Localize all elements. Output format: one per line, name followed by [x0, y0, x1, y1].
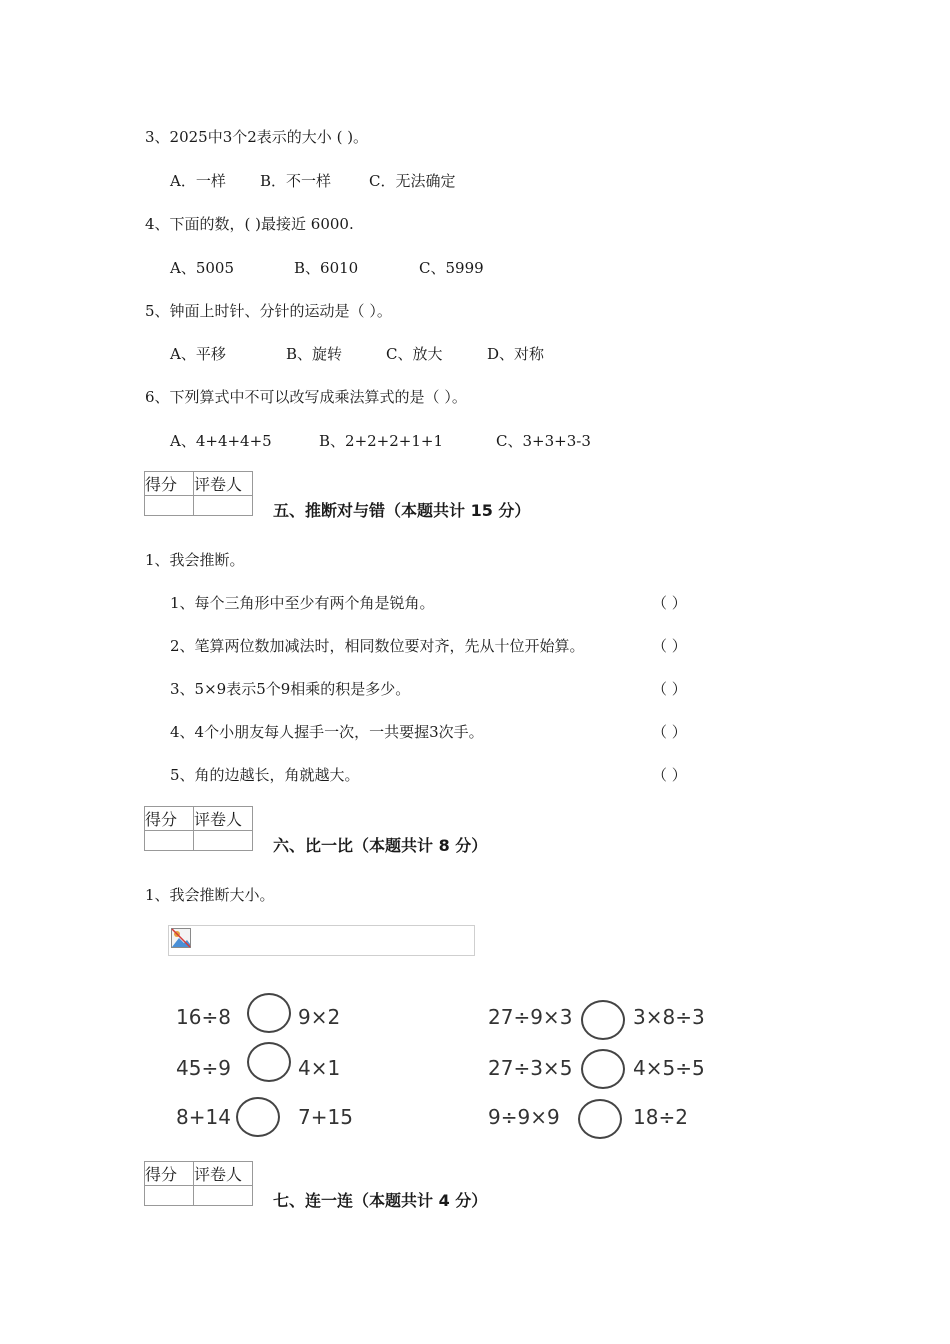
answer-paren-5[interactable]: （ ）: [652, 766, 687, 784]
q6-option-a: A、4+4+4+5: [170, 432, 272, 450]
question-5: 5、钟面上时针、分针的运动是（ ）。: [145, 302, 392, 320]
compare-circle[interactable]: [236, 1097, 280, 1137]
reviewer-label: 评卷人: [194, 472, 253, 496]
section-7-title: 七、连一连（本题共计 4 分）: [273, 1191, 488, 1210]
section-5-intro: 1、我会推断。: [145, 551, 245, 569]
compare-circle[interactable]: [581, 1000, 625, 1040]
compare-right-3-b: 18÷2: [633, 1105, 688, 1129]
answer-paren-4[interactable]: （ ）: [652, 723, 687, 741]
compare-circle[interactable]: [247, 1042, 291, 1082]
compare-right-2-a: 27÷3×5: [488, 1056, 573, 1080]
reviewer-label: 评卷人: [194, 807, 253, 831]
compare-circle[interactable]: [581, 1049, 625, 1089]
compare-left-3-a: 8+14: [176, 1105, 231, 1129]
compare-right-2-b: 4×5÷5: [633, 1056, 705, 1080]
q4-option-b: B、6010: [294, 259, 359, 277]
compare-left-1-a: 16÷8: [176, 1005, 231, 1029]
section-6-title: 六、比一比（本题共计 8 分）: [273, 836, 488, 855]
score-cell[interactable]: [145, 831, 194, 851]
score-label: 得分: [145, 807, 194, 831]
judge-item-3: 3、5×9表示5个9相乘的积是多少。: [170, 680, 411, 698]
q5-option-d: D、对称: [487, 345, 545, 363]
broken-image-icon: [171, 928, 191, 948]
broken-image-placeholder: [168, 925, 475, 956]
answer-paren-1[interactable]: （ ）: [652, 594, 687, 612]
compare-right-1-a: 27÷9×3: [488, 1005, 573, 1029]
answer-paren-2[interactable]: （ ）: [652, 637, 687, 655]
compare-left-3-b: 7+15: [298, 1105, 353, 1129]
score-box-7: [144, 1161, 253, 1206]
question-3: 3、2025中3个2表示的大小 ( )。: [145, 128, 369, 146]
answer-paren-3[interactable]: （ ）: [652, 680, 687, 698]
q5-option-a: A、平移: [170, 345, 226, 363]
reviewer-label: 评卷人: [194, 1162, 253, 1186]
compare-circle[interactable]: [578, 1099, 622, 1139]
q4-option-c: C、5999: [419, 259, 484, 277]
section-6-intro: 1、我会推断大小。: [145, 886, 275, 904]
judge-item-1: 1、每个三角形中至少有两个角是锐角。: [170, 594, 435, 612]
compare-right-1-b: 3×8÷3: [633, 1005, 705, 1029]
reviewer-cell[interactable]: [194, 1186, 253, 1206]
compare-left-1-b: 9×2: [298, 1005, 341, 1029]
q6-option-b: B、2+2+2+1+1: [319, 432, 444, 450]
score-label: 得分: [145, 472, 194, 496]
score-cell[interactable]: [145, 1186, 194, 1206]
score-label: 得分: [145, 1162, 194, 1186]
compare-left-2-a: 45÷9: [176, 1056, 231, 1080]
q6-option-c: C、3+3+3-3: [496, 432, 591, 450]
q5-option-c: C、放大: [386, 345, 443, 363]
compare-left-2-b: 4×1: [298, 1056, 341, 1080]
compare-circle[interactable]: [247, 993, 291, 1033]
q3-option-b: B．不一样: [260, 172, 332, 190]
q5-option-b: B、旋转: [286, 345, 343, 363]
judge-item-5: 5、角的边越长，角就越大。: [170, 766, 360, 784]
judge-item-4: 4、4个小朋友每人握手一次，一共要握3次手。: [170, 723, 484, 741]
score-cell[interactable]: [145, 496, 194, 516]
compare-right-3-a: 9÷9×9: [488, 1105, 560, 1129]
section-5-title: 五、推断对与错（本题共计 15 分）: [273, 501, 531, 520]
score-box-6: [144, 806, 253, 851]
score-box-5: [144, 471, 253, 516]
reviewer-cell[interactable]: [194, 831, 253, 851]
question-4: 4、下面的数，( )最接近 6000.: [145, 215, 354, 233]
q3-option-c: C．无法确定: [369, 172, 456, 190]
question-6: 6、下列算式中不可以改写成乘法算式的是（ ）。: [145, 388, 467, 406]
judge-item-2: 2、笔算两位数加减法时，相同数位要对齐，先从十位开始算。: [170, 637, 585, 655]
reviewer-cell[interactable]: [194, 496, 253, 516]
q4-option-a: A、5005: [170, 259, 235, 277]
q3-option-a: A．一样: [170, 172, 226, 190]
